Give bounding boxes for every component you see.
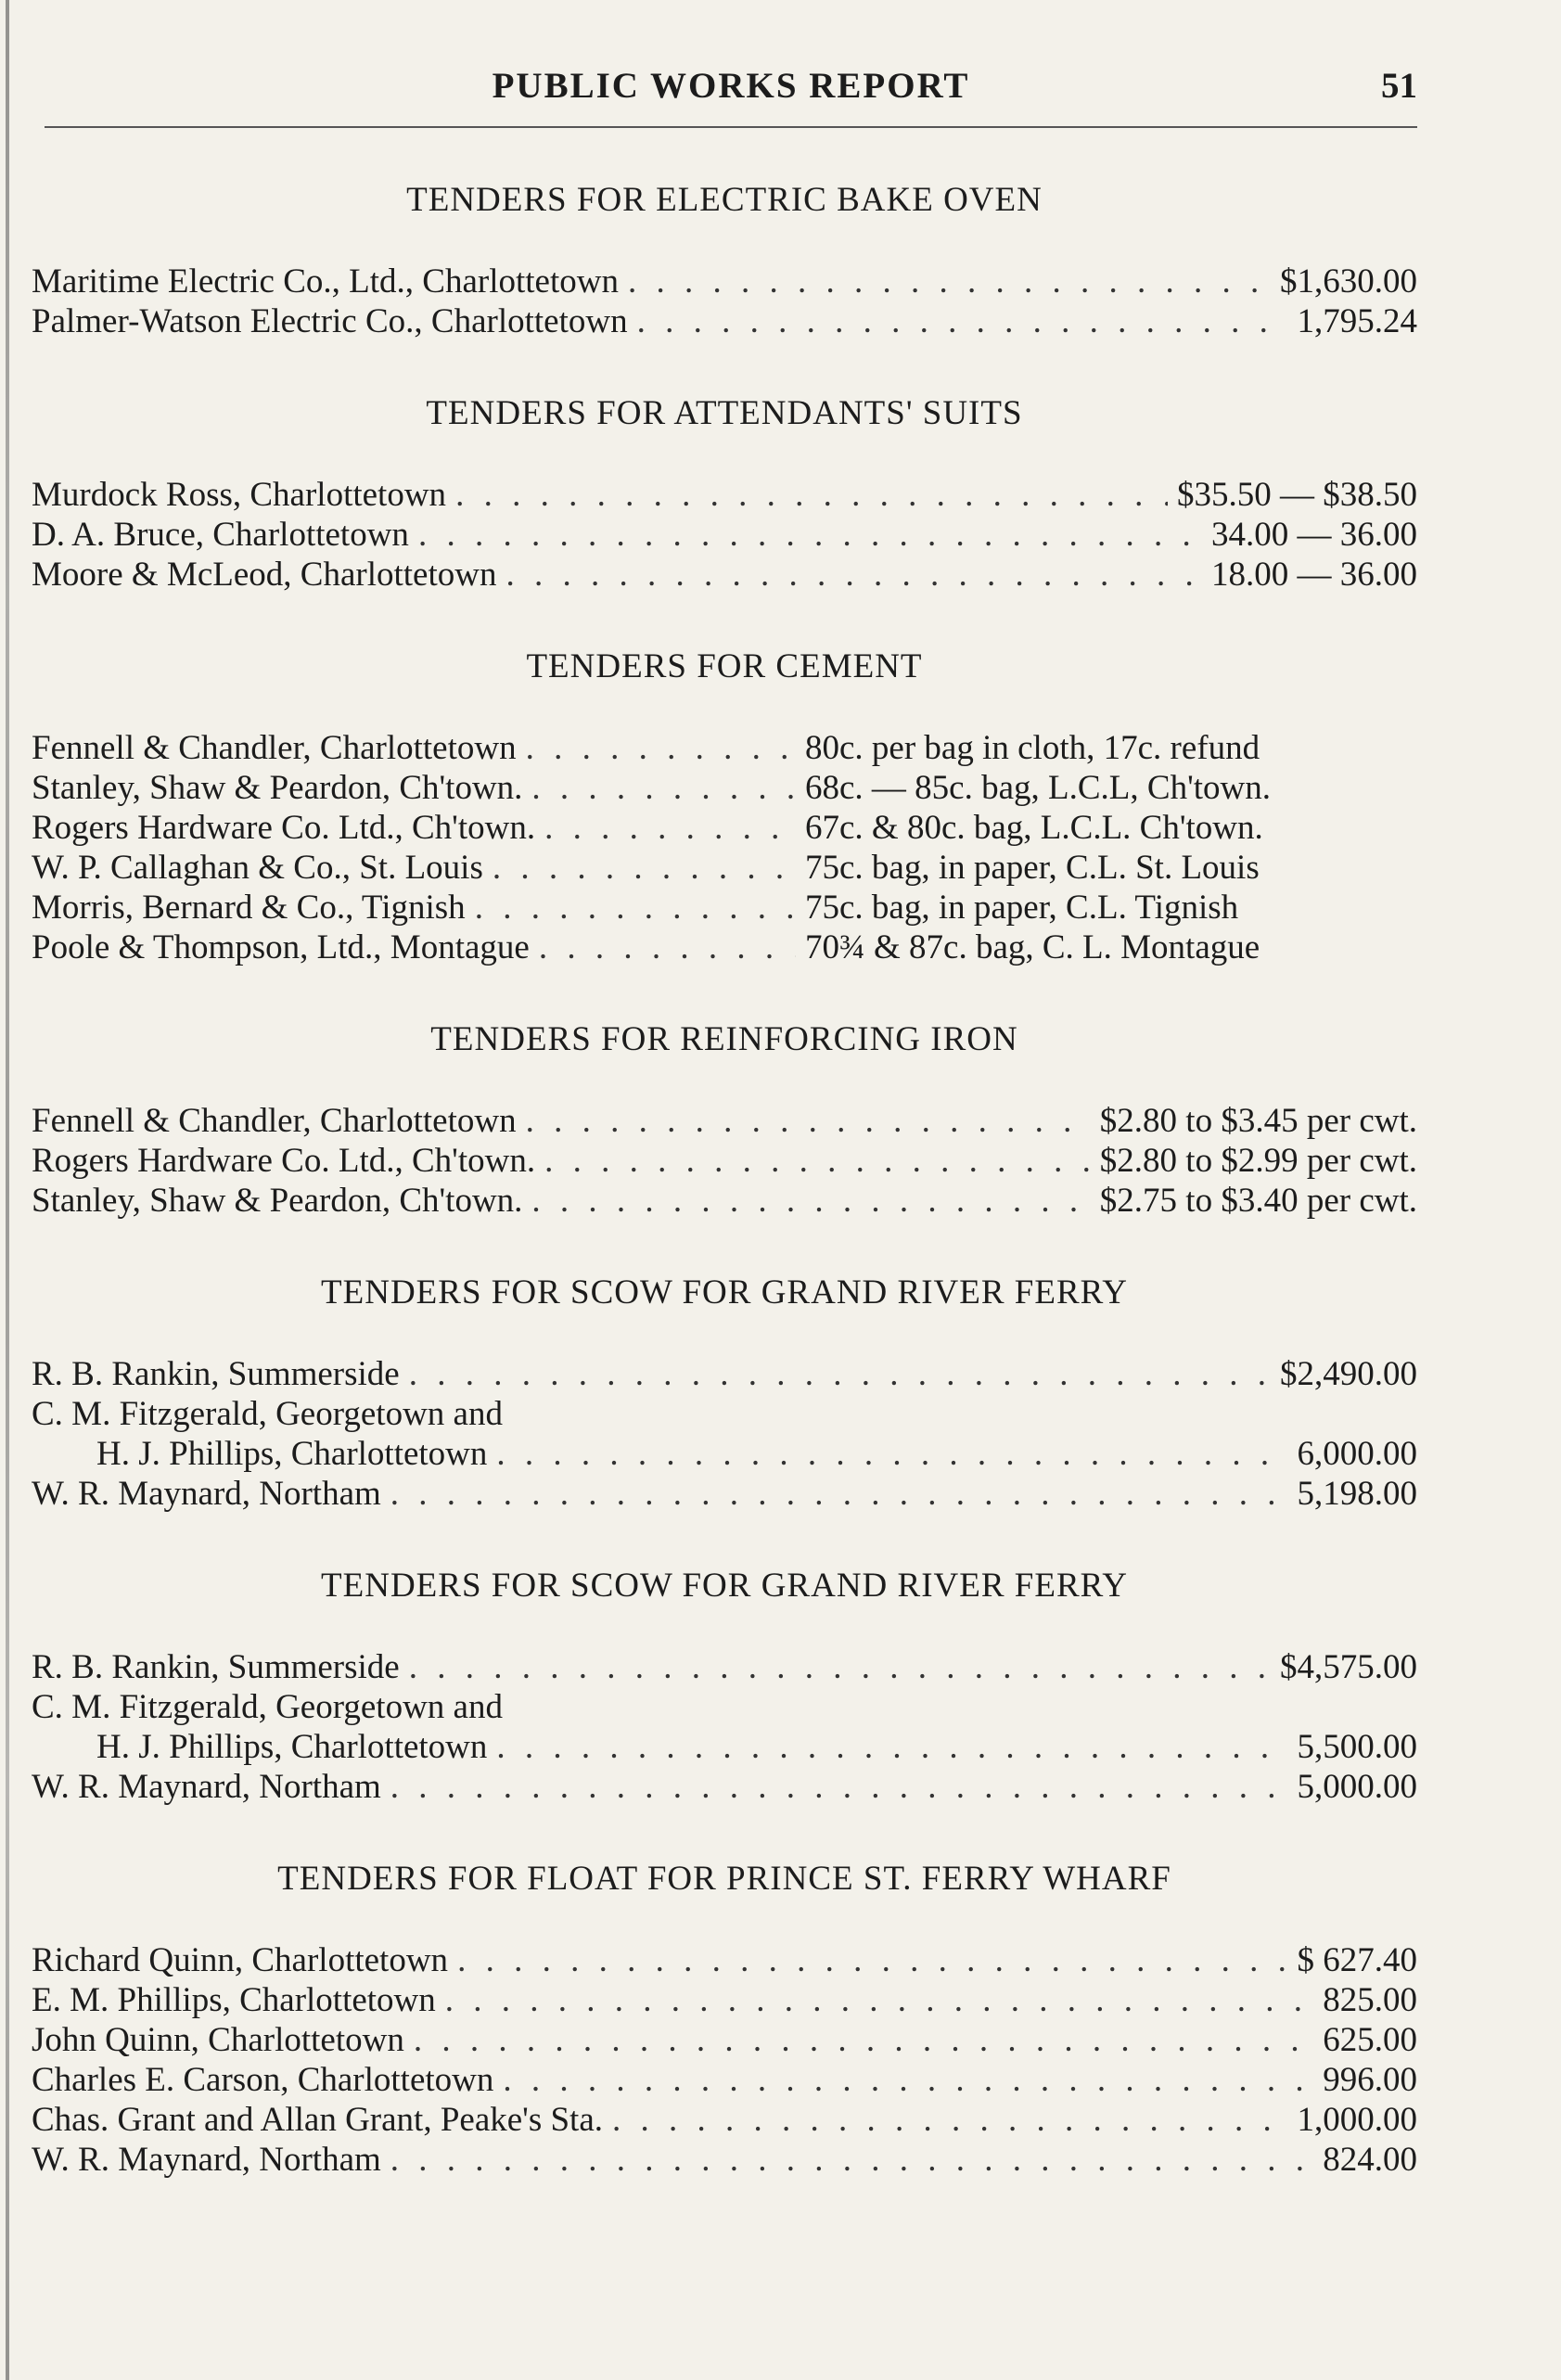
tender-row [32,808,1417,848]
dot-leader [544,1141,1091,1181]
tender-value: 70¾ & 87c. bag, C. L. Montague [805,928,1260,966]
dot-leader [390,2140,1313,2180]
section-title: TENDERS FOR SCOW FOR GRAND RIVER FERRY [321,1273,1128,1312]
tender-value: $35.50 — $38.50 [1177,476,1417,514]
dot-leader [409,1354,1271,1394]
tender-row [32,1181,1417,1221]
dot-leader [409,1647,1271,1687]
dot-leader [496,1434,1287,1474]
tender-value: 825.00 [1323,1981,1417,2019]
dot-leader [445,1980,1313,2020]
tender-row [32,301,1417,341]
tender-value: 18.00 — 36.00 [1211,556,1417,594]
tender-name: C. M. Fitzgerald, Georgetown and [32,1688,503,1726]
dot-leader [493,848,796,888]
dot-leader [526,1101,1091,1141]
section-scow-grand-river-ferry-2 [32,1553,1417,1807]
section-scow-grand-river-ferry-1 [32,1260,1417,1514]
tender-name: Stanley, Shaw & Peardon, Ch'town. [32,769,523,807]
section-reinforcing-iron [32,1006,1417,1221]
tender-value: 625.00 [1323,2021,1417,2059]
dot-leader [390,1767,1288,1807]
tender-value: $4,575.00 [1280,1648,1417,1686]
tender-name: D. A. Bruce, Charlottetown [32,516,409,554]
dot-leader [544,808,796,848]
tender-row [32,1434,1417,1474]
tender-name: H. J. Phillips, Charlottetown [96,1435,488,1473]
dot-leader [457,1940,1287,1980]
tender-name: E. M. Phillips, Charlottetown [32,1981,436,2019]
tender-value: 68c. — 85c. bag, L.C.L, Ch'town. [805,769,1271,807]
tender-value: $1,630.00 [1280,262,1417,301]
tender-value: 824.00 [1323,2141,1417,2179]
tender-value: 5,500.00 [1297,1728,1417,1766]
tender-row [32,1394,1417,1434]
dot-leader [503,2060,1313,2100]
dot-leader [418,515,1202,555]
tender-name: R. B. Rankin, Summerside [32,1648,400,1686]
tender-name: Rogers Hardware Co. Ltd., Ch'town. [32,809,536,847]
tender-value: 75c. bag, in paper, C.L. St. Louis [805,849,1260,887]
section-title: TENDERS FOR FLOAT FOR PRINCE ST. FERRY WHARF [277,1860,1171,1898]
tender-row [32,1687,1417,1727]
dot-leader [390,1474,1288,1514]
tender-value: $2,490.00 [1280,1355,1417,1393]
tender-name: Fennell & Chandler, Charlottetown [32,729,517,767]
tender-row [32,555,1417,595]
tender-name: Palmer-Watson Electric Co., Charlottetown [32,302,628,340]
tender-name: Richard Quinn, Charlottetown [32,1941,449,1979]
dot-leader [531,768,796,808]
section-title: TENDERS FOR ATTENDANTS' SUITS [426,394,1023,432]
dot-leader [475,888,796,928]
tender-name: Chas. Grant and Allan Grant, Peake's Sta. [32,2101,604,2139]
dot-leader [505,555,1202,595]
page-header [45,65,1417,121]
tender-value: 6,000.00 [1297,1435,1417,1473]
tender-name: Poole & Thompson, Ltd., Montague [32,928,530,966]
tender-value: $ 627.40 [1297,1941,1417,1979]
tender-name: Charles E. Carson, Charlottetown [32,2061,494,2099]
tender-row [32,2060,1417,2100]
dot-leader [526,728,796,768]
dot-leader [414,2020,1313,2060]
tender-name: Stanley, Shaw & Peardon, Ch'town. [32,1182,523,1220]
dot-leader [612,2100,1287,2140]
section-attendants-suits [32,380,1417,595]
tender-row [32,928,1417,967]
tender-value: $2.75 to $3.40 per cwt. [1099,1182,1417,1220]
tender-name: C. M. Fitzgerald, Georgetown and [32,1395,503,1433]
tender-row [32,2020,1417,2060]
tender-row [32,848,1417,888]
section-float-prince-st-ferry-wharf [32,1846,1417,2180]
tender-value: 5,198.00 [1297,1475,1417,1513]
tender-row [32,1354,1417,1394]
tender-row [32,768,1417,808]
tender-value: 1,795.24 [1297,302,1417,340]
tender-name: Rogers Hardware Co. Ltd., Ch'town. [32,1142,536,1180]
section-title: TENDERS FOR SCOW FOR GRAND RIVER FERRY [321,1567,1128,1605]
tender-value: $2.80 to $3.45 per cwt. [1099,1102,1417,1140]
header-rule [45,126,1417,128]
tender-value: 67c. & 80c. bag, L.C.L. Ch'town. [805,809,1263,847]
tender-row [32,1101,1417,1141]
content [32,167,1417,2180]
dot-leader [496,1727,1287,1767]
tender-row [32,2140,1417,2180]
section-title: TENDERS FOR ELECTRIC BAKE OVEN [406,181,1043,219]
tender-row [32,1141,1417,1181]
dot-leader [539,928,796,967]
tender-name: Morris, Bernard & Co., Tignish [32,889,466,927]
section-cement [32,633,1417,967]
tender-row [32,262,1417,301]
tender-name: Fennell & Chandler, Charlottetown [32,1102,517,1140]
tender-row [32,475,1417,515]
tender-name: R. B. Rankin, Summerside [32,1355,400,1393]
tender-row [32,2100,1417,2140]
tender-name: Maritime Electric Co., Ltd., Charlottetown [32,262,619,301]
tender-row [32,1767,1417,1807]
tender-value: 75c. bag, in paper, C.L. Tignish [805,889,1239,927]
tender-name: W. P. Callaghan & Co., St. Louis [32,849,483,887]
tender-value: 80c. per bag in cloth, 17c. refund [805,729,1260,767]
tender-row [32,515,1417,555]
tender-value: $2.80 to $2.99 per cwt. [1099,1142,1417,1180]
section-title: TENDERS FOR CEMENT [526,647,923,685]
tender-name: John Quinn, Charlottetown [32,2021,404,2059]
tender-value: 1,000.00 [1297,2101,1417,2139]
dot-leader [628,262,1271,301]
section-electric-bake-oven [32,167,1417,341]
tender-value: 996.00 [1323,2061,1417,2099]
running-head: PUBLIC WORKS REPORT [492,66,970,106]
tender-row [32,1647,1417,1687]
tender-name: W. R. Maynard, Northam [32,1475,381,1513]
dot-leader [637,301,1288,341]
tender-row [32,888,1417,928]
binding-edge [6,0,9,2380]
dot-leader [531,1181,1090,1221]
tender-value: 5,000.00 [1297,1768,1417,1806]
tender-name: Murdock Ross, Charlottetown [32,476,447,514]
page-number: 51 [1381,66,1417,106]
tender-row [32,1980,1417,2020]
tender-row [32,728,1417,768]
tender-row [32,1474,1417,1514]
tender-name: H. J. Phillips, Charlottetown [96,1728,488,1766]
tender-name: Moore & McLeod, Charlottetown [32,556,497,594]
section-title: TENDERS FOR REINFORCING IRON [430,1020,1018,1058]
tender-value: 34.00 — 36.00 [1211,516,1417,554]
tender-name: W. R. Maynard, Northam [32,1768,381,1806]
tender-row [32,1940,1417,1980]
dot-leader [455,475,1168,515]
tender-name: W. R. Maynard, Northam [32,2141,381,2179]
tender-row [32,1727,1417,1767]
